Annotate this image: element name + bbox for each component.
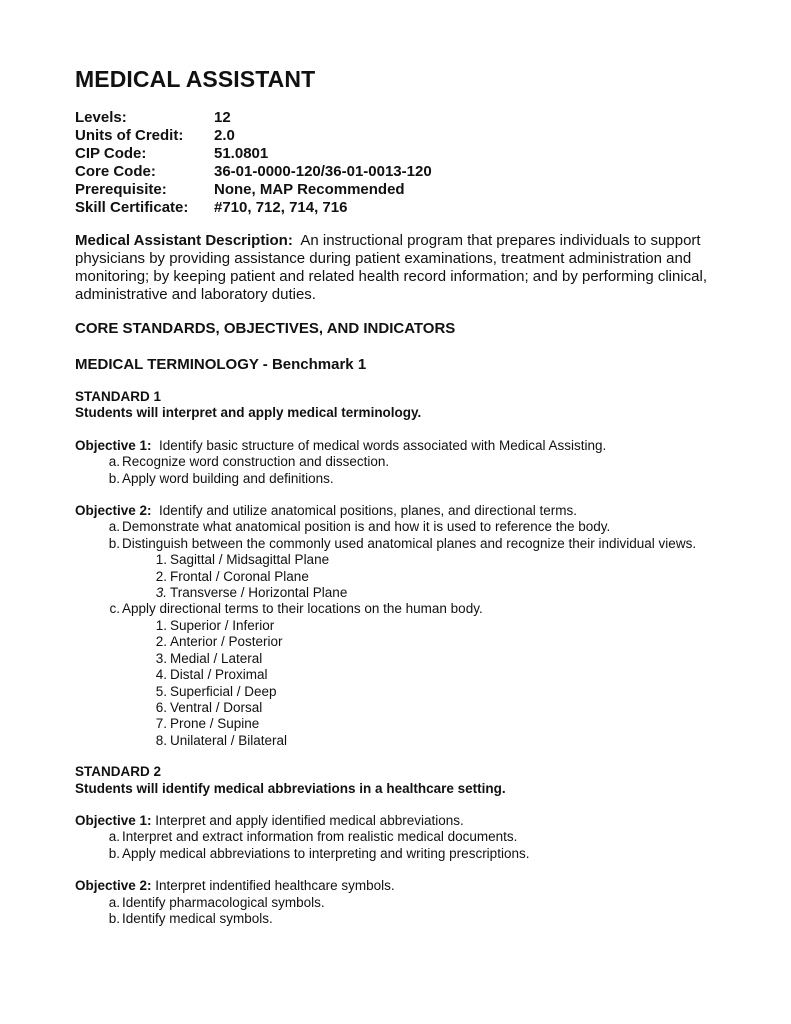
objective-items (75, 519, 735, 552)
list-item: 6. Ventral / Dorsal (155, 699, 263, 715)
list-item: b. Apply word building and definitions. (108, 470, 334, 486)
standard-1 (75, 389, 735, 422)
section-heading: CORE STANDARDS, OBJECTIVES, AND INDICATORS (75, 320, 456, 337)
objective-1-1: Objective 1: Identify basic structure of medical words associated with Medical Assisting. a. Recognize word construction and dissection. b. Apply word building and definitions. (75, 438, 735, 487)
list-item: b. Distinguish between the commonly used anatomical planes and recognize their individual views. (108, 535, 697, 551)
benchmark-heading: MEDICAL TERMINOLOGY - Benchmark 1 (75, 356, 367, 373)
objective-items (75, 829, 735, 862)
meta-row-skill: Skill Certificate: #710, 712, 714, 716 (75, 199, 348, 216)
list-item: 3. Medial / Lateral (155, 650, 263, 666)
meta-row-prereq: Prerequisite: None, MAP Recommended (75, 181, 405, 198)
list-item: 2. Frontal / Coronal Plane (155, 568, 309, 584)
list-item: 5. Superficial / Deep (155, 683, 277, 699)
course-meta (75, 109, 735, 217)
standard-heading: STANDARD 2 (75, 764, 162, 780)
program-description: Medical Assistant Description: An instructional program that prepares individuals to support physicians by providing assistance during patient examinations, treatment administration and monitoring; by keeping patient and related health record information; and by performing clinical, administrative and laboratory duties. (75, 232, 708, 303)
list-item: a. Recognize word construction and dissection. (108, 454, 390, 470)
meta-row-units: Units of Credit: 2.0 (75, 127, 235, 144)
directional-terms-list (75, 618, 735, 749)
list-item: a. Interpret and extract information from realistic medical documents. (108, 829, 518, 845)
list-item: c. Apply directional terms to their locations on the human body. (109, 601, 483, 617)
list-item: b. Apply medical abbreviations to interpreting and writing prescriptions. (108, 845, 530, 861)
list-item: 8. Unilateral / Bilateral (155, 732, 288, 748)
objective-items (75, 601, 735, 617)
list-item: 7. Prone / Supine (155, 716, 260, 732)
objective-2-2: Objective 2: Interpret indentified healthcare symbols. a. Identify pharmacological symbols. b. Identify medical symbols. (75, 878, 735, 927)
list-item: 1. Sagittal / Midsagittal Plane (155, 552, 330, 568)
standard-statement: Students will interpret and apply medical terminology. (75, 405, 422, 421)
planes-list (75, 552, 735, 601)
list-item: a. Identify pharmacological symbols. (108, 894, 325, 910)
list-item: 1. Superior / Inferior (155, 617, 275, 633)
list-item: a. Demonstrate what anatomical position is and how it is used to reference the body. (108, 519, 611, 535)
objective-items (75, 454, 735, 487)
list-item: 2. Anterior / Posterior (155, 634, 283, 650)
standard-statement: Students will identify medical abbreviations in a healthcare setting. (75, 780, 506, 796)
list-item: 4. Distal / Proximal (155, 667, 268, 683)
standard-2 (75, 764, 735, 797)
list-item: 3. Transverse / Horizontal Plane (155, 585, 348, 601)
standard-heading: STANDARD 1 (75, 389, 162, 404)
meta-row-core: Core Code: 36-01-0000-120/36-01-0013-120 (75, 163, 432, 180)
objective-2-1: Objective 1: Interpret and apply identified medical abbreviations. a. Interpret and extract information from realistic medical documents. b. Apply medical abbreviations to interpreting and writing prescriptions. (75, 813, 735, 862)
meta-row-cip: CIP Code: 51.0801 (75, 145, 269, 162)
objective-1-2: Objective 2: Identify and utilize anatomical positions, planes, and directional terms. a. Demonstrate what anatomical position is and how it is used to reference the body. b. Distinguish between the commonly used anatomical planes and recognize their individual views. 1. Sagittal / Midsagittal Plane 2. Frontal / Coronal Plane 3. Transverse / Horizontal Plane c. Apply directional terms to their locations on the human body. 1. Superior / Inferior 2. Anterior / Posterior 3. Medial / Lateral 4. Distal / Proximal 5. Superficial / Deep 6. Ventral / Dorsal 7. Prone / Supine 8. Unilateral / Bilateral (75, 503, 735, 749)
meta-row-levels: Levels: 12 (75, 109, 231, 126)
document-page (75, 64, 735, 927)
objective-items (75, 895, 735, 928)
page-title: MEDICAL ASSISTANT (75, 66, 316, 92)
list-item: b. Identify medical symbols. (108, 910, 273, 926)
